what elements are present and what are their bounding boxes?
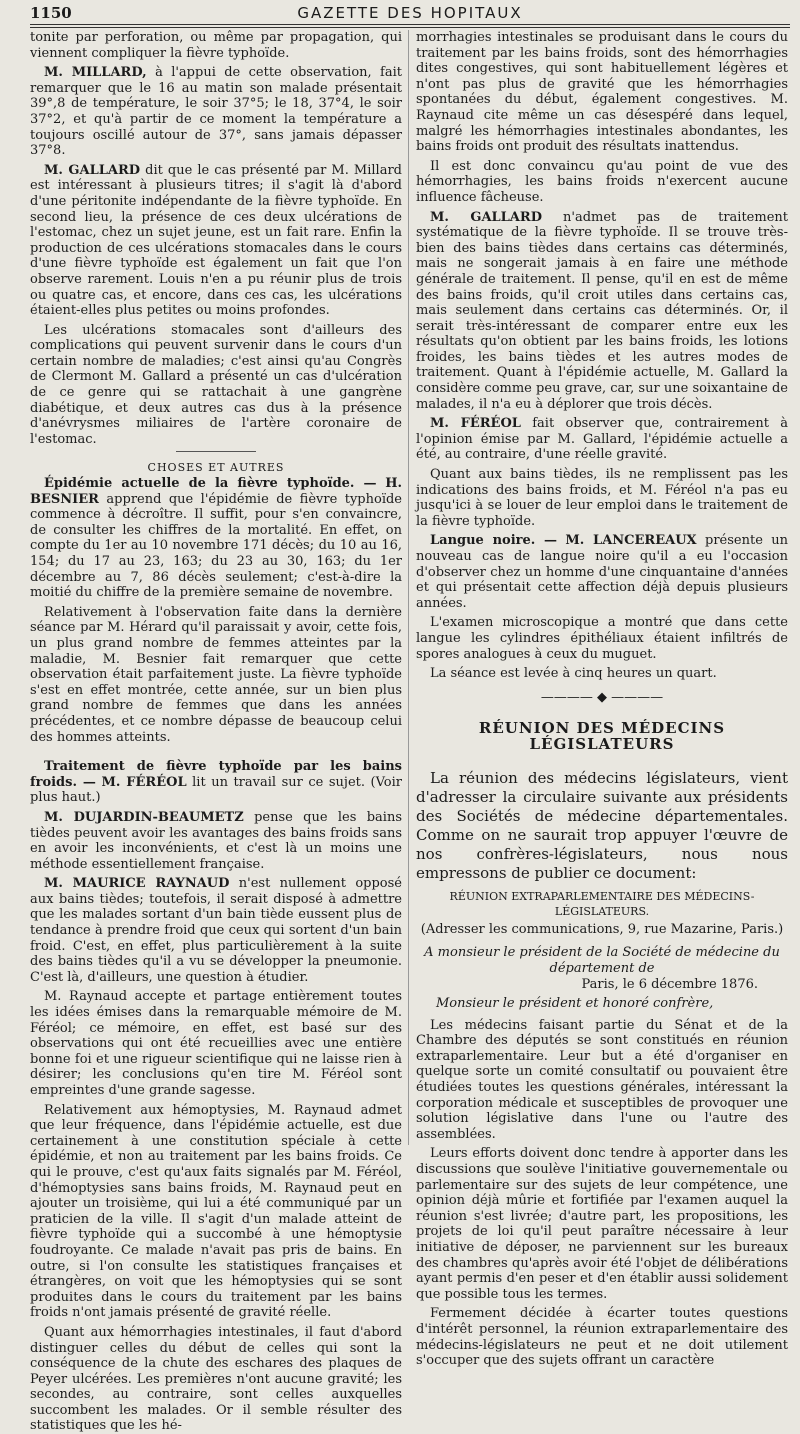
paragraph (416, 210, 788, 413)
meeting-title: RÉUNION DES MÉDECINS LÉGISLATEURS (478, 719, 726, 753)
paragraph (30, 476, 402, 601)
speaker-name: M. GALLARD (44, 162, 141, 178)
speaker-name: H. BESNIER (30, 476, 402, 507)
meeting-intro: La réunion des médecins législateurs, vient d'adresser la circulaire suivante aux présidents des Sociétés de médecine départementales. Comme on ne saurait trop appuyer l'œuvre de nos confrères-législateurs, nous nous empressons de publier ce document: (416, 768, 788, 882)
paragraph: Les médecins faisant partie du Sénat et de la Chambre des députés se sont constitués en réunion extraparlementaire. Leur but a été d'organiser en quelque sorte un comité consultatif ou pouvaient être étudiées toutes les questions générales, intéressant la corporation médicale et susceptibles de provoquer une solution législative dans l'une ou l'autre des assemblées. (416, 1017, 788, 1142)
paragraph: Quant aux bains tièdes, ils ne remplissent pas les indications des bains froids, et M. Féréol n'a pas eu jusqu'ici à se louer de leur emploi dans le traitement de la fièvre typhoïde. (416, 467, 788, 529)
notice-heading: RÉUNION EXTRAPARLEMENTAIRE DES MÉDECINS-LÉGISLATEURS. (449, 889, 755, 919)
paragraph-text: présente un nouveau cas de langue noire qu'il a eu l'occasion d'observer chez un homme d'une cinquantaine d'années et qui présentait cette affection déjà depuis plusieurs années. (416, 533, 788, 611)
paragraph (30, 163, 402, 319)
paragraph (416, 533, 788, 611)
paragraph (30, 65, 402, 159)
paragraph (30, 876, 402, 985)
speaker-name: M. FÉRÉOL (430, 416, 521, 432)
paragraph: Relativement aux hémoptysies, M. Raynaud admet que leur fréquence, dans l'épidémie actuelle, est due certainement à une constitution spéciale à cette épidémie, et non au traitement par les bains froids. Ce qui le prouve, c'est qu'aux faits signalés par M. Féréol, d'hémoptysies sans bains froids, M. Raynaud peut en ajouter un troisième, qui lui a été communiqué par un praticien de la ville. Il s'agit d'un malade atteint de fièvre typhoïde qui a succombé à une hémoptysie foudroyante. Ce malade n'avait pas pris de bains. En outre, si l'on consulte les statistiques françaises et étrangères, on voit que les hémoptysies qui se sont produites dans le cours du traitement par les bains froids n'ont jamais présenté de gravité réelle. (30, 1102, 402, 1321)
paragraph: Fermement décidée à écarter toutes questions d'intérêt personnel, la réunion extraparlementaire des médecins-législateurs ne peut et ne doit utilement s'occuper que des sujets offrant un caractère (416, 1306, 788, 1369)
speaker-name: M. FÉRÉOL (101, 774, 187, 790)
publication-title: GAZETTE DES HOPITAUX (297, 4, 523, 22)
paragraph: tonite par perforation, ou même par propagation, qui viennent compliquer la fièvre typhoïde. (30, 30, 402, 61)
letter-greeting: Monsieur le président et honoré confrère, (436, 996, 714, 1012)
paragraph (416, 416, 788, 463)
paragraph: L'examen microscopique a montré que dans cette langue les cylindres épithéliaux étaient infiltrés de spores analogues à ceux du muguet. (416, 615, 788, 662)
section-heading: CHOSES ET AUTRES (147, 461, 285, 475)
subsection-title: Épidémie actuelle de la fièvre typhoïde. — (44, 476, 377, 492)
paragraph-text: lit un travail sur ce sujet. (Voir plus haut.) (30, 774, 402, 806)
paragraph-text: pense que les bains tièdes peuvent avoir les avantages des bains froids sans en avoir les inconvénients, et c'est là un moins une méthode essentiellement française. (30, 809, 402, 872)
paragraph-text: dit que le cas présenté par M. Millard est intéressant à plusieurs titres; il s'agit là d'abord d'une péritonite indépendante de la fièvre typhoïde. En second lieu, la présence de ces deux ulcérations de l'estomac, chez un sujet jeune, est un fait rare. Enfin la production de ces ulcérations stomacales dans le cours d'une fièvre typhoïde est également un fait que l'on observe rarement. Louis n'en a pu réunir plus de trois ou quatre cas, et encore, dans ces cas, les ulcérations étaient-elles plus petites ou moins profondes. (30, 162, 403, 319)
column-divider (408, 30, 409, 1145)
subsection-title: Traitement de fièvre typhoïde par les bains froids. — (30, 759, 402, 790)
paragraph: Relativement à l'observation faite dans la dernière séance par M. Hérard qu'il paraissait y avoir, cette fois, un plus grand nombre de femmes atteintes par la maladie, M. Besnier fait remarquer que cette observation était parfaitement juste. La fièvre typhoïde s'est en effet montrée, cette année, sur un bien plus grand nombre de femmes que dans les années précédentes, et ce nombre dépasse de beaucoup celui des hommes atteints. (30, 604, 402, 745)
paragraph: Les ulcérations stomacales sont d'ailleurs des complications qui peuvent survenir dans le cours d'un certain nombre de maladies; c'est ainsi qu'au Congrès de Clermont M. Gallard a présenté un cas d'ulcération de ce genre qui se rattachait à une gangrène diabétique, et deux autres cas dus à la présence d'anévrysmes miliaires de l'artère coronaire de l'estomac. (30, 322, 402, 447)
section-rule (176, 451, 256, 452)
letter-date: Paris, le 6 décembre 1876. (581, 976, 758, 992)
speaker-name: M. DUJARDIN-BEAUMETZ (44, 809, 244, 825)
paragraph-text: n'admet pas de traitement systématique de la fièvre typhoïde. Il se trouve très-bien des bains tièdes dans certains cas déterminés, mais ne songerait jamais à en faire une méthode générale de traitement. Il pense, qu'il en est de même des bains froids, qu'il croit utiles dans certains cas, mais seulement dans certains cas déterminés. Or, il serait très-intéressant de comparer entre eux les résultats qu'on obtient par les bains froids, les lotions froides, les bains tièdes et les autres modes de traitement. Quant à l'épidémie actuelle, M. Gallard la considère comme peu grave, car, sur une soixantaine de malades, il n'a eu à déplorer que trois décès. (416, 209, 788, 412)
paragraph: Quant aux hémorrhagies intestinales, il faut d'abord distinguer celles du début de celles qui sont la conséquence de la chute des eschares des plaques de Peyer ulcérées. Les premières n'ont aucune gravité; les secondes, au contraire, sont celles auxquelles succombent les malades. Or il semble résulter des statistiques que les hé- (30, 1324, 402, 1434)
ornament-divider: ———— ◆ ———— (540, 689, 664, 705)
paragraph-text: n'est nullement opposé aux bains tièdes; toutefois, il serait disposé à admettre que les malades sortant d'un bain tiède eussent plus de tendance à prendre froid que ceux qui sortent d'un bain froid. C'est, en effet, plus particulièrement à la suite des bains tièdes qu'il a vu se développer la pneumonie. C'est là, d'ailleurs, une question à étudier. (30, 876, 402, 985)
subsection-title: Langue noire. — (430, 533, 558, 549)
speaker-name: M. MAURICE RAYNAUD (44, 876, 230, 892)
paragraph-text: apprend que l'épidémie de fièvre typhoïde commence à décroître. Il suffit, pour s'en convaincre, de consulter les chiffres de la mortalité. En effet, on compte du 1er au 10 novembre 171 décès; du 10 au 16, 154; du 17 au 23, 163; du 23 au 30, 163; du 1er décembre au 7, 86 décès seulement; c'est-à-dire la moitié du chiffre de la première semaine de novembre. (30, 491, 402, 601)
left-column (30, 30, 403, 1434)
paragraph-text: à l'appui de cette observation, fait remarquer que le 16 au matin son malade présentait 39°,8 de température, le soir 37°5; le 18, 37°4, le soir 37°2, et qu'à partir de ce moment la température a toujours oscillé autour de 37°, sans jamais dépasser 37°8. (30, 65, 402, 159)
paragraph: Il est donc convaincu qu'au point de vue des hémorrhagies, les bains froids n'exercent aucune influence fâcheuse. (416, 158, 788, 205)
page-header (30, 4, 790, 22)
speaker-name: M. LANCEREAUX (565, 533, 697, 549)
paragraph: morrhagies intestinales se produisant dans le cours du traitement par les bains froids, sont des hémorrhagies dites congestives, qui sont habituellement légères et n'ont pas plus de gravité que les hémorrhagies spontanées du début, également congestives. M. Raynaud cite même un cas désespéré dans lequel, malgré les hémorrhagies intestinales abondantes, les bains froids ont produit des résultats inattendus. (416, 30, 788, 155)
paragraph: M. Raynaud accepte et partage entièrement toutes les idées émises dans la remarquable mémoire de M. Féréol; ce mémoire, en effet, est basé sur des observations qui ont été recueillies avec une entière bonne foi et une rigueur scientifique qui ne laisse rien à désirer; les conclusions qu'en tire M. Féréol sont empreintes d'une grande sagesse. (30, 989, 402, 1098)
speaker-name: M. GALLARD (430, 209, 542, 225)
page-number: 1150 (30, 4, 72, 22)
paragraph-text: fait observer que, contrairement à l'opinion émise par M. Gallard, l'épidémie actuelle a été, au contraire, d'une réelle gravité. (416, 416, 789, 463)
paragraph (30, 810, 402, 872)
notice-address: (Adresser les communications, 9, rue Mazarine, Paris.) (420, 921, 784, 937)
closing-line: La séance est levée à cinq heures un quart. (430, 666, 717, 682)
paragraph: Leurs efforts doivent donc tendre à apporter dans les discussions que soulève l'initiative gouvernementale ou parlementaire sur des sujets de leur compétence, une opinion déjà mûrie et fortifiée par l'examen auquel la réunion s'est livrée; d'autre part, les propositions, les projets de loi qu'il peut paraître nécessaire à leur initiative de déposer, ne parviennent sur les bureaux des chambres qu'après avoir été l'objet de délibérations ayant permis d'en peser et d'en établir aussi solidement que possible tous les termes. (416, 1146, 788, 1302)
speaker-name: M. MILLARD, (44, 65, 147, 81)
letter-addressee: A monsieur le président de la Société de médecine du département de (424, 945, 780, 976)
header-rule (30, 24, 790, 28)
paragraph (30, 759, 402, 806)
right-column (416, 30, 789, 1369)
